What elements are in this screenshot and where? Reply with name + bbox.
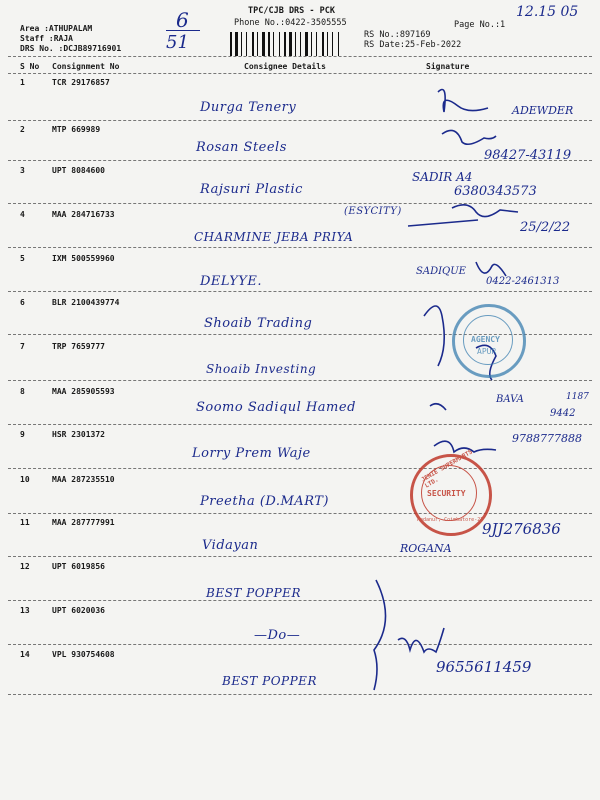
- area-label: Area :ATHUPALAM: [20, 24, 93, 33]
- hand-consignee-6: Shoaib Trading: [204, 316, 313, 331]
- col-signature: Signature: [426, 62, 470, 71]
- row-2-sno: 2: [20, 125, 25, 134]
- row-8-sno: 8: [20, 387, 25, 396]
- drs-number: DRS No. :DCJB89716901: [20, 44, 122, 53]
- red-stamp-address: Podanur, Coimbatore-23: [417, 517, 484, 523]
- red-stamp-company: JENIE SUPERMARTS LTD.: [420, 448, 474, 490]
- signature-bracket-6: [424, 306, 444, 366]
- row-5-consignment: IXM 500559960: [52, 254, 115, 263]
- hand-consignee-1: Durga Tenery: [200, 100, 297, 115]
- hand-time: 12.15 05: [516, 4, 579, 20]
- hand-count-top: 6: [176, 8, 189, 32]
- hand-consignee-14: BEST POPPER: [222, 674, 317, 688]
- document-title: TPC/CJB DRS - PCK: [248, 6, 335, 16]
- row-12-consignment: UPT 6019856: [52, 562, 105, 571]
- blue-stamp-text-1: AGENCY: [471, 335, 500, 344]
- hand-consignee-9: Lorry Prem Waje: [192, 446, 311, 461]
- row-10-sno: 10: [20, 475, 30, 484]
- phone-number: Phone No.:0422-3505555: [234, 18, 347, 28]
- row-3-sno: 3: [20, 166, 25, 175]
- hand-phone-8b: 1187: [566, 392, 589, 402]
- row-9-sno: 9: [20, 430, 25, 439]
- row-10-consignment: MAA 287235510: [52, 475, 115, 484]
- hand-consignee-12: BEST POPPER: [206, 586, 301, 600]
- row-4-sno: 4: [20, 210, 25, 219]
- col-sno: S No: [20, 62, 40, 71]
- hand-signature-5: SADIQUE: [416, 266, 466, 277]
- signature-scribble-1: [438, 90, 488, 113]
- row-2-consignment: MTP 669989: [52, 125, 101, 134]
- blue-stamp-text-2: APUR: [477, 347, 497, 356]
- row-7-sno: 7: [20, 342, 25, 351]
- row-6-sno: 6: [20, 298, 25, 307]
- row-14-consignment: VPL 930754608: [52, 650, 115, 659]
- row-1-consignment: TCR 29176857: [52, 78, 110, 87]
- hand-signature-1: ADEWDER: [512, 104, 574, 117]
- hand-consignee-2: Rosan Steels: [196, 140, 287, 155]
- hand-phone-2: 98427-43119: [484, 148, 572, 163]
- row-11-sno: 11: [20, 518, 30, 527]
- rs-date: RS Date:25-Feb-2022: [364, 40, 462, 50]
- hand-consignee-10: Preetha (D.MART): [200, 494, 329, 509]
- staff-label: Staff :RAJA: [20, 34, 73, 43]
- row-13-consignment: UPT 6020036: [52, 606, 105, 615]
- col-consignment: Consignment No: [52, 62, 120, 71]
- hand-consignee-13: —Do—: [254, 628, 301, 643]
- red-security-stamp: [410, 448, 492, 536]
- row-9-consignment: HSR 2301372: [52, 430, 105, 439]
- row-1-sno: 1: [20, 78, 25, 87]
- hand-date-4: 25/2/22: [520, 220, 571, 235]
- hand-consignee-3b: (ESYCITY): [344, 206, 402, 217]
- signature-underline-4: [408, 220, 478, 226]
- row-12-sno: 12: [20, 562, 30, 571]
- signature-scribble-13: [398, 628, 444, 652]
- hand-phone-3: 6380343573: [454, 184, 537, 199]
- rs-number: RS No.:897169: [364, 30, 431, 40]
- signature-scribble-8: [430, 404, 446, 410]
- row-8-consignment: MAA 285905593: [52, 387, 115, 396]
- row-14-sno: 14: [20, 650, 30, 659]
- hand-signature-3: SADIR A4: [412, 170, 473, 184]
- row-5-sno: 5: [20, 254, 25, 263]
- hand-phone-14: 9655611459: [436, 658, 532, 676]
- col-consignee: Consignee Details: [244, 62, 326, 71]
- hand-signature-11: ROGANA: [400, 542, 452, 555]
- hand-consignee-5: DELYYE.: [200, 274, 262, 289]
- red-stamp-security: SECURITY: [427, 489, 466, 498]
- hand-consignee-11: Vidayan: [202, 538, 259, 553]
- signature-scribble-2: [442, 130, 496, 144]
- row-7-consignment: TRP 7659777: [52, 342, 105, 351]
- page-number: Page No.:1: [454, 20, 506, 30]
- hand-phone-8a: 9442: [550, 408, 576, 419]
- hand-consignee-7: Shoaib Investing: [206, 362, 317, 376]
- hand-count-bottom: 51: [166, 32, 189, 53]
- signature-scribble-4: [452, 205, 518, 217]
- hand-signature-8: BAVA: [496, 394, 524, 405]
- signature-bracket-12: [374, 580, 386, 690]
- hand-consignee-3: Rajsuri Plastic: [200, 182, 303, 197]
- row-11-consignment: MAA 287777991: [52, 518, 115, 527]
- hand-phone-5: 0422-2461313: [486, 276, 560, 287]
- signature-scribble-5: [476, 262, 506, 276]
- row-6-consignment: BLR 2100439774: [52, 298, 120, 307]
- row-3-consignment: UPT 8084600: [52, 166, 105, 175]
- hand-phone-11: 9JJ276836: [482, 520, 561, 538]
- hand-consignee-8: Soomo Sadiqul Hamed: [196, 400, 356, 415]
- blue-agency-stamp: [452, 304, 526, 378]
- hand-consignee-4: CHARMINE JEBA PRIYA: [194, 230, 354, 244]
- row-13-sno: 13: [20, 606, 30, 615]
- row-4-consignment: MAA 284716733: [52, 210, 115, 219]
- hand-phone-9: 9788777888: [512, 432, 582, 445]
